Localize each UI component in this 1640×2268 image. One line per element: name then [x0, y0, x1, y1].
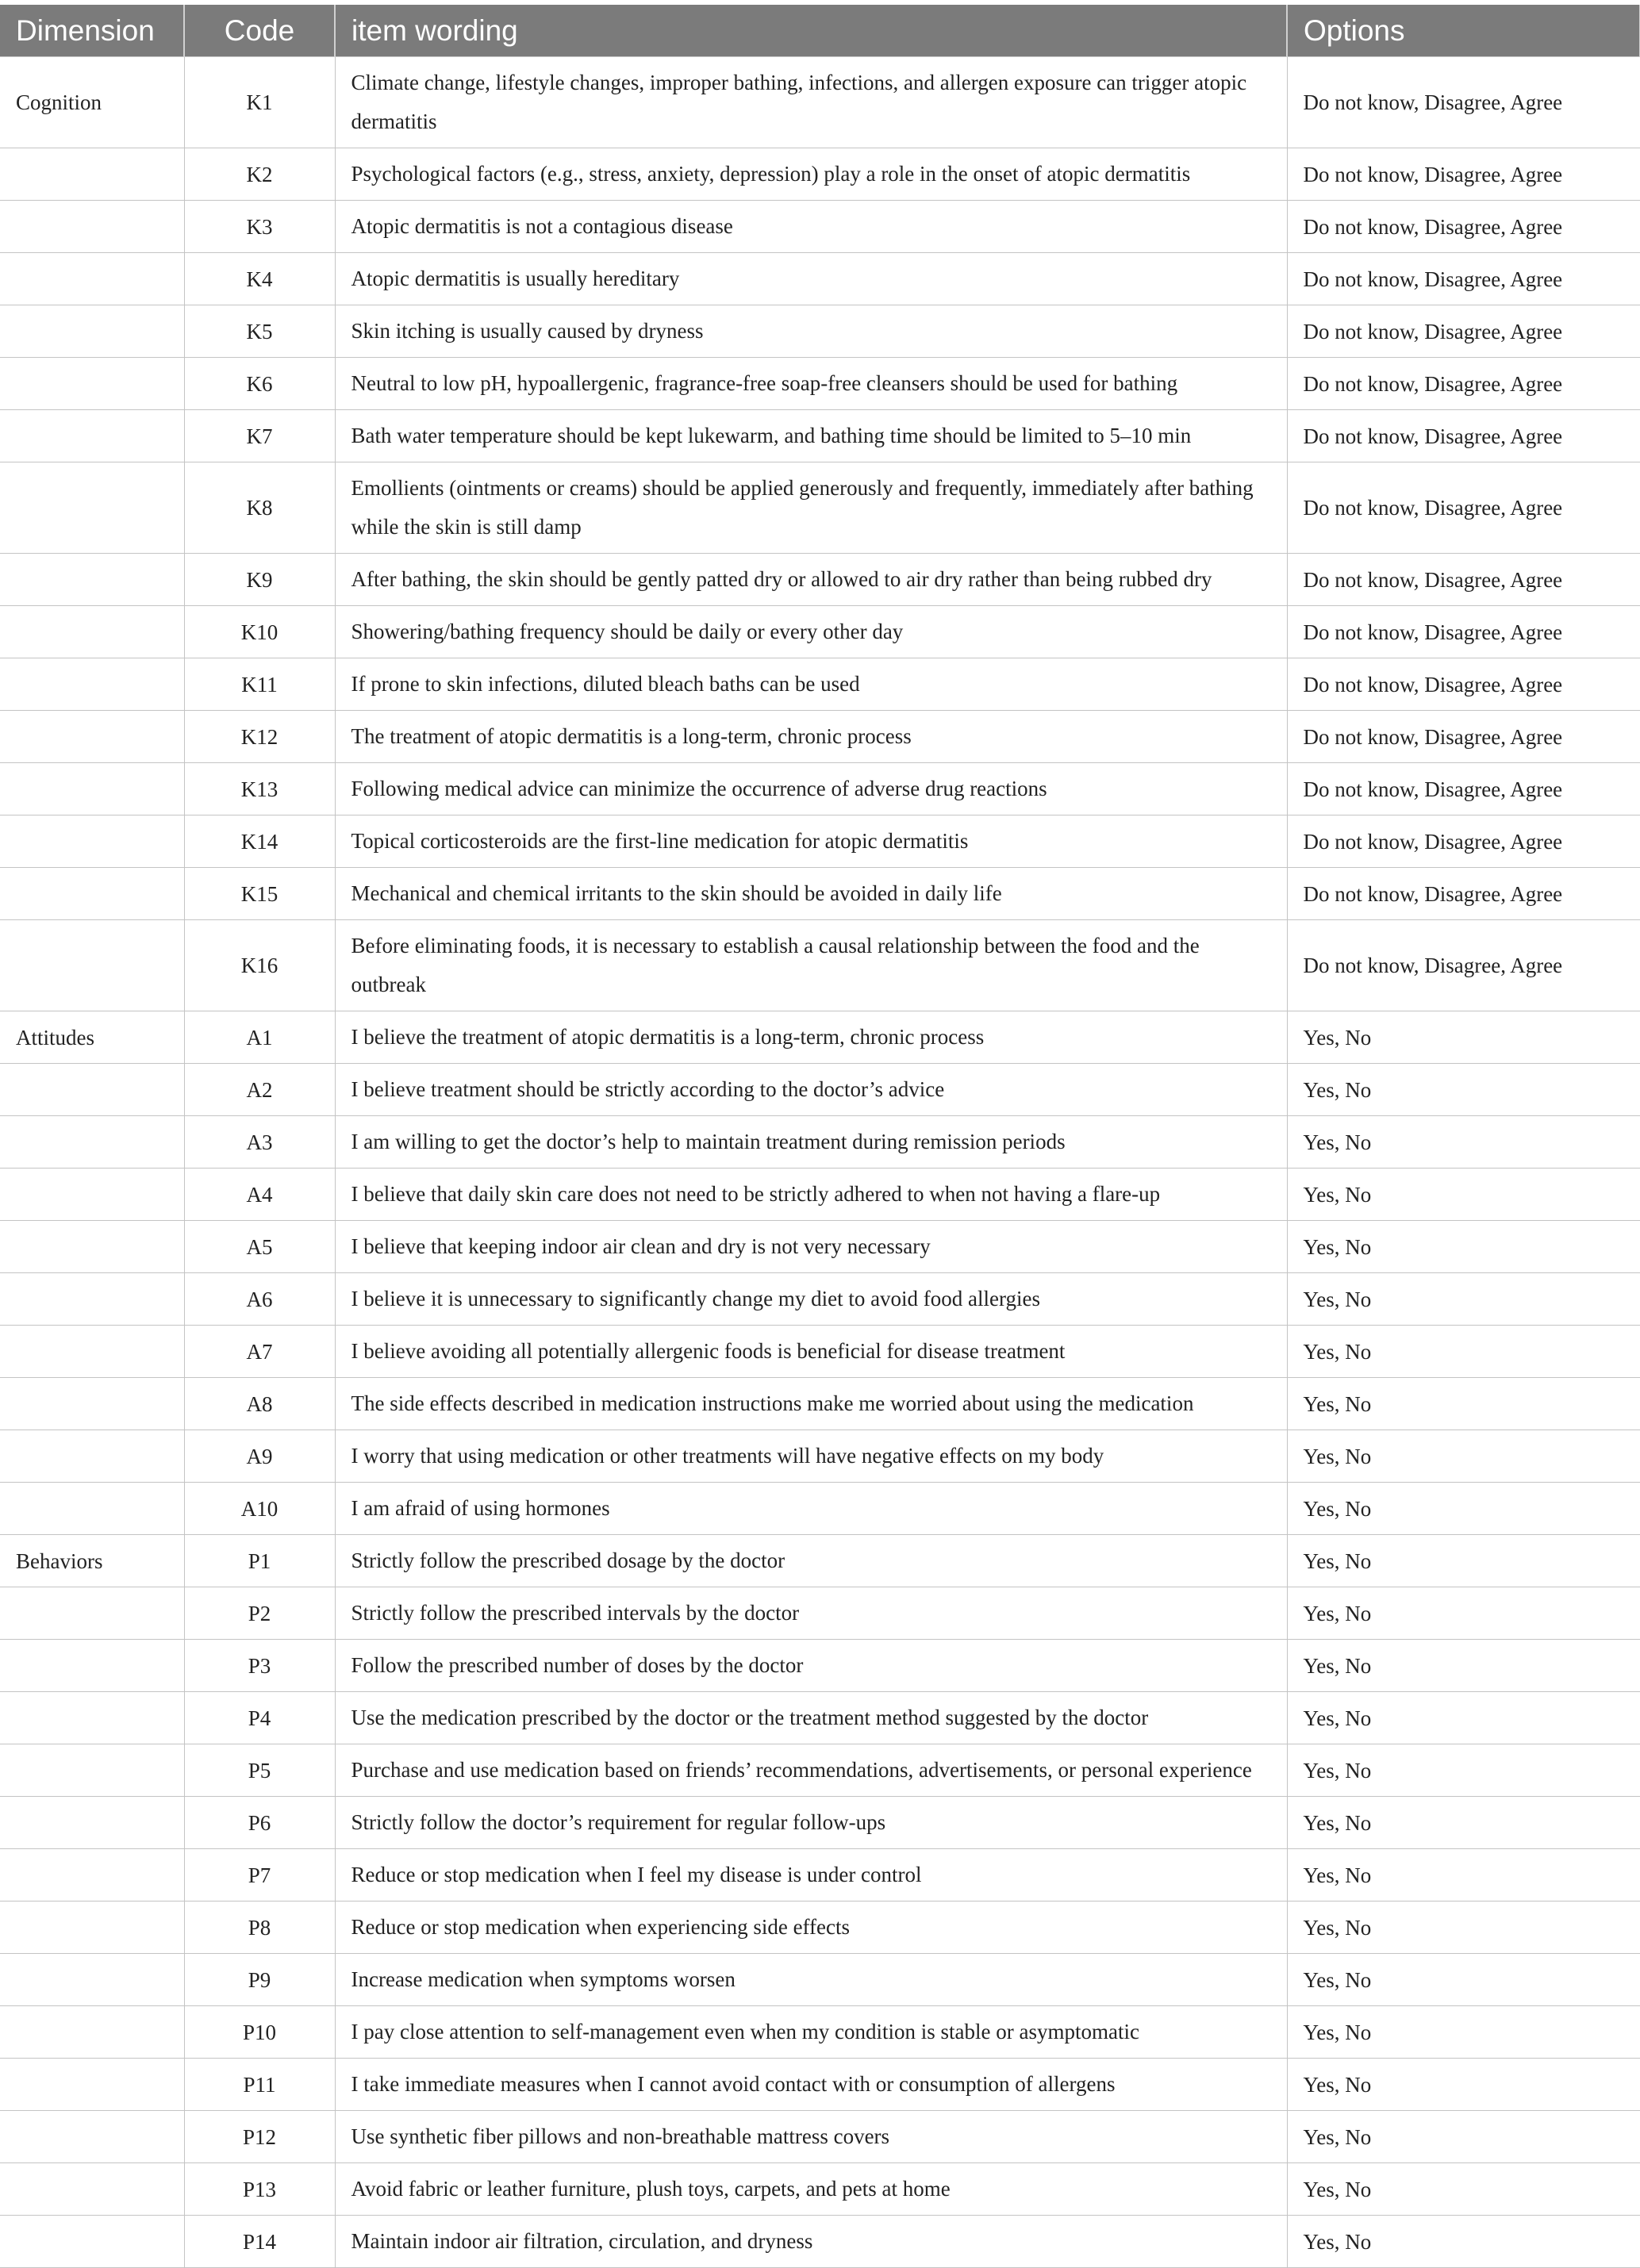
- cell-code: P8: [184, 1902, 335, 1954]
- cell-dimension: [0, 2163, 184, 2216]
- cell-item-wording: Avoid fabric or leather furniture, plush toys, carpets, and pets at home: [335, 2163, 1287, 2216]
- cell-item-wording: Strictly follow the prescribed dosage by the doctor: [335, 1535, 1287, 1587]
- cell-options: Yes, No: [1287, 1430, 1640, 1483]
- table-row: [0, 606, 1640, 658]
- cell-code: K13: [184, 763, 335, 815]
- cell-code: K14: [184, 815, 335, 868]
- cell-options: Do not know, Disagree, Agree: [1287, 358, 1640, 410]
- cell-code: K2: [184, 148, 335, 201]
- cell-dimension: [0, 1169, 184, 1221]
- cell-dimension: [0, 920, 184, 1011]
- cell-options: Yes, No: [1287, 1744, 1640, 1797]
- cell-item-wording: The treatment of atopic dermatitis is a long-term, chronic process: [335, 711, 1287, 763]
- cell-item-wording: I believe it is unnecessary to significantly change my diet to avoid food allergies: [335, 1273, 1287, 1326]
- cell-code: A4: [184, 1169, 335, 1221]
- cell-dimension: [0, 1116, 184, 1169]
- cell-dimension: [0, 1326, 184, 1378]
- table-row: [0, 1116, 1640, 1169]
- cell-code: K9: [184, 554, 335, 606]
- table-row: [0, 2111, 1640, 2163]
- cell-options: Do not know, Disagree, Agree: [1287, 815, 1640, 868]
- table-row: [0, 2059, 1640, 2111]
- cell-code: K8: [184, 462, 335, 554]
- cell-item-wording: If prone to skin infections, diluted bleach baths can be used: [335, 658, 1287, 711]
- cell-item-wording: I believe the treatment of atopic dermatitis is a long-term, chronic process: [335, 1011, 1287, 1064]
- table-row: [0, 1221, 1640, 1273]
- cell-options: Do not know, Disagree, Agree: [1287, 711, 1640, 763]
- cell-dimension: [0, 868, 184, 920]
- cell-options: Yes, No: [1287, 1116, 1640, 1169]
- table-row: [0, 2006, 1640, 2059]
- cell-dimension: [0, 253, 184, 305]
- cell-code: P1: [184, 1535, 335, 1587]
- table-row: [0, 1378, 1640, 1430]
- table-row: [0, 410, 1640, 462]
- cell-item-wording: I am willing to get the doctor’s help to maintain treatment during remission periods: [335, 1116, 1287, 1169]
- cell-dimension: [0, 1744, 184, 1797]
- cell-code: A1: [184, 1011, 335, 1064]
- table-row: [0, 1849, 1640, 1902]
- cell-options: Yes, No: [1287, 1849, 1640, 1902]
- cell-options: Yes, No: [1287, 1064, 1640, 1116]
- cell-item-wording: I pay close attention to self-management even when my condition is stable or asymptomatic: [335, 2006, 1287, 2059]
- header-dimension: Dimension: [0, 5, 184, 57]
- table-row: [0, 1535, 1640, 1587]
- cell-item-wording: Neutral to low pH, hypoallergenic, fragrance-free soap-free cleansers should be used for bathing: [335, 358, 1287, 410]
- cell-code: P11: [184, 2059, 335, 2111]
- table-header: [0, 5, 1640, 57]
- cell-code: K11: [184, 658, 335, 711]
- table-row: [0, 815, 1640, 868]
- cell-item-wording: Showering/bathing frequency should be daily or every other day: [335, 606, 1287, 658]
- header-item-wording: item wording: [335, 5, 1287, 57]
- cell-options: Yes, No: [1287, 1640, 1640, 1692]
- cell-options: Yes, No: [1287, 1954, 1640, 2006]
- cell-item-wording: Reduce or stop medication when I feel my disease is under control: [335, 1849, 1287, 1902]
- table-row: [0, 57, 1640, 148]
- cell-code: A3: [184, 1116, 335, 1169]
- cell-options: Do not know, Disagree, Agree: [1287, 868, 1640, 920]
- cell-item-wording: Use the medication prescribed by the doctor or the treatment method suggested by the doctor: [335, 1692, 1287, 1744]
- table-row: [0, 1797, 1640, 1849]
- cell-code: A6: [184, 1273, 335, 1326]
- cell-item-wording: I worry that using medication or other treatments will have negative effects on my body: [335, 1430, 1287, 1483]
- cell-code: K10: [184, 606, 335, 658]
- cell-options: Yes, No: [1287, 1221, 1640, 1273]
- table-row: [0, 711, 1640, 763]
- cell-dimension: [0, 658, 184, 711]
- cell-options: Yes, No: [1287, 1378, 1640, 1430]
- cell-item-wording: Maintain indoor air filtration, circulation, and dryness: [335, 2216, 1287, 2268]
- cell-item-wording: Before eliminating foods, it is necessary to establish a causal relationship between the food and the outbreak: [335, 920, 1287, 1011]
- cell-options: Yes, No: [1287, 1692, 1640, 1744]
- cell-dimension: [0, 1587, 184, 1640]
- cell-options: Yes, No: [1287, 1587, 1640, 1640]
- cell-code: P4: [184, 1692, 335, 1744]
- table-row: [0, 201, 1640, 253]
- table-row: [0, 1064, 1640, 1116]
- cell-dimension: [0, 1064, 184, 1116]
- cell-dimension: [0, 711, 184, 763]
- cell-item-wording: Increase medication when symptoms worsen: [335, 1954, 1287, 2006]
- cell-item-wording: Climate change, lifestyle changes, improper bathing, infections, and allergen exposure can trigger atopic dermatitis: [335, 57, 1287, 148]
- cell-options: Yes, No: [1287, 1011, 1640, 1064]
- cell-options: Do not know, Disagree, Agree: [1287, 658, 1640, 711]
- cell-item-wording: Skin itching is usually caused by dryness: [335, 305, 1287, 358]
- cell-item-wording: I take immediate measures when I cannot avoid contact with or consumption of allergens: [335, 2059, 1287, 2111]
- cell-code: K4: [184, 253, 335, 305]
- cell-options: Do not know, Disagree, Agree: [1287, 410, 1640, 462]
- questionnaire-table: [0, 5, 1640, 2268]
- cell-code: P9: [184, 1954, 335, 2006]
- cell-code: P12: [184, 2111, 335, 2163]
- table-row: [0, 1954, 1640, 2006]
- cell-options: Do not know, Disagree, Agree: [1287, 201, 1640, 253]
- table-row: [0, 305, 1640, 358]
- table-row: [0, 2216, 1640, 2268]
- table-row: [0, 2163, 1640, 2216]
- cell-options: Do not know, Disagree, Agree: [1287, 606, 1640, 658]
- table-row: [0, 763, 1640, 815]
- cell-code: P14: [184, 2216, 335, 2268]
- table-row: [0, 658, 1640, 711]
- cell-dimension: Behaviors: [0, 1535, 184, 1587]
- cell-dimension: [0, 554, 184, 606]
- cell-item-wording: Atopic dermatitis is usually hereditary: [335, 253, 1287, 305]
- cell-code: K6: [184, 358, 335, 410]
- cell-item-wording: Following medical advice can minimize the occurrence of adverse drug reactions: [335, 763, 1287, 815]
- table-row: [0, 1692, 1640, 1744]
- cell-options: Do not know, Disagree, Agree: [1287, 554, 1640, 606]
- cell-item-wording: Follow the prescribed number of doses by the doctor: [335, 1640, 1287, 1692]
- cell-code: P10: [184, 2006, 335, 2059]
- cell-item-wording: I believe that daily skin care does not need to be strictly adhered to when not having a flare-up: [335, 1169, 1287, 1221]
- cell-dimension: [0, 1640, 184, 1692]
- table-row: [0, 358, 1640, 410]
- cell-options: Yes, No: [1287, 2059, 1640, 2111]
- header-options: Options: [1287, 5, 1640, 57]
- cell-code: K3: [184, 201, 335, 253]
- table-row: [0, 1483, 1640, 1535]
- cell-code: A10: [184, 1483, 335, 1535]
- cell-item-wording: Reduce or stop medication when experiencing side effects: [335, 1902, 1287, 1954]
- cell-dimension: [0, 763, 184, 815]
- cell-dimension: [0, 1902, 184, 1954]
- cell-item-wording: Mechanical and chemical irritants to the skin should be avoided in daily life: [335, 868, 1287, 920]
- cell-dimension: [0, 815, 184, 868]
- cell-code: A9: [184, 1430, 335, 1483]
- cell-dimension: [0, 1273, 184, 1326]
- table-row: [0, 1169, 1640, 1221]
- cell-item-wording: Strictly follow the prescribed intervals by the doctor: [335, 1587, 1287, 1640]
- table-row: [0, 868, 1640, 920]
- table-row: [0, 1587, 1640, 1640]
- cell-dimension: [0, 1483, 184, 1535]
- cell-dimension: [0, 1954, 184, 2006]
- table-row: [0, 148, 1640, 201]
- cell-dimension: [0, 305, 184, 358]
- table-row: [0, 1273, 1640, 1326]
- table-row: [0, 1430, 1640, 1483]
- cell-options: Do not know, Disagree, Agree: [1287, 920, 1640, 1011]
- cell-options: Do not know, Disagree, Agree: [1287, 462, 1640, 554]
- cell-dimension: Attitudes: [0, 1011, 184, 1064]
- cell-options: Do not know, Disagree, Agree: [1287, 305, 1640, 358]
- cell-options: Yes, No: [1287, 1797, 1640, 1849]
- cell-code: P13: [184, 2163, 335, 2216]
- cell-dimension: [0, 2111, 184, 2163]
- table-row: [0, 554, 1640, 606]
- cell-code: P6: [184, 1797, 335, 1849]
- table-row: [0, 920, 1640, 1011]
- cell-dimension: [0, 1221, 184, 1273]
- cell-item-wording: I believe that keeping indoor air clean and dry is not very necessary: [335, 1221, 1287, 1273]
- cell-dimension: [0, 358, 184, 410]
- cell-code: K16: [184, 920, 335, 1011]
- cell-code: P5: [184, 1744, 335, 1797]
- cell-options: Do not know, Disagree, Agree: [1287, 148, 1640, 201]
- table-row: [0, 1326, 1640, 1378]
- cell-item-wording: Purchase and use medication based on friends’ recommendations, advertisements, or personal experience: [335, 1744, 1287, 1797]
- cell-dimension: [0, 2216, 184, 2268]
- cell-options: Do not know, Disagree, Agree: [1287, 57, 1640, 148]
- cell-dimension: [0, 2006, 184, 2059]
- cell-item-wording: I believe avoiding all potentially allergenic foods is beneficial for disease treatment: [335, 1326, 1287, 1378]
- cell-code: A5: [184, 1221, 335, 1273]
- cell-dimension: [0, 1378, 184, 1430]
- cell-options: Yes, No: [1287, 2163, 1640, 2216]
- cell-options: Do not know, Disagree, Agree: [1287, 253, 1640, 305]
- table-row: [0, 1902, 1640, 1954]
- cell-item-wording: The side effects described in medication instructions make me worried about using the medication: [335, 1378, 1287, 1430]
- cell-item-wording: I am afraid of using hormones: [335, 1483, 1287, 1535]
- cell-options: Yes, No: [1287, 2006, 1640, 2059]
- cell-item-wording: Atopic dermatitis is not a contagious disease: [335, 201, 1287, 253]
- cell-dimension: [0, 1430, 184, 1483]
- cell-item-wording: After bathing, the skin should be gently patted dry or allowed to air dry rather than being rubbed dry: [335, 554, 1287, 606]
- cell-item-wording: Strictly follow the doctor’s requirement for regular follow-ups: [335, 1797, 1287, 1849]
- cell-dimension: [0, 1692, 184, 1744]
- cell-options: Yes, No: [1287, 1483, 1640, 1535]
- cell-code: K15: [184, 868, 335, 920]
- cell-code: A2: [184, 1064, 335, 1116]
- cell-dimension: [0, 606, 184, 658]
- cell-options: Yes, No: [1287, 1273, 1640, 1326]
- cell-dimension: [0, 148, 184, 201]
- table-row: [0, 462, 1640, 554]
- cell-item-wording: Psychological factors (e.g., stress, anxiety, depression) play a role in the onset of atopic dermatitis: [335, 148, 1287, 201]
- cell-options: Yes, No: [1287, 1169, 1640, 1221]
- cell-dimension: [0, 2059, 184, 2111]
- cell-dimension: [0, 462, 184, 554]
- table-body: [0, 57, 1640, 2268]
- header-row: [0, 5, 1640, 57]
- cell-code: A8: [184, 1378, 335, 1430]
- cell-options: Yes, No: [1287, 2111, 1640, 2163]
- cell-code: K1: [184, 57, 335, 148]
- cell-item-wording: Use synthetic fiber pillows and non-breathable mattress covers: [335, 2111, 1287, 2163]
- cell-dimension: [0, 1849, 184, 1902]
- cell-options: Yes, No: [1287, 1902, 1640, 1954]
- table-row: [0, 1011, 1640, 1064]
- cell-item-wording: I believe treatment should be strictly according to the doctor’s advice: [335, 1064, 1287, 1116]
- table-row: [0, 253, 1640, 305]
- cell-dimension: Cognition: [0, 57, 184, 148]
- cell-code: P3: [184, 1640, 335, 1692]
- table-row: [0, 1640, 1640, 1692]
- cell-code: K12: [184, 711, 335, 763]
- cell-code: P7: [184, 1849, 335, 1902]
- cell-options: Yes, No: [1287, 1326, 1640, 1378]
- cell-options: Do not know, Disagree, Agree: [1287, 763, 1640, 815]
- table-row: [0, 1744, 1640, 1797]
- cell-dimension: [0, 1797, 184, 1849]
- cell-item-wording: Emollients (ointments or creams) should be applied generously and frequently, immediately after bathing while the skin is still damp: [335, 462, 1287, 554]
- header-code: Code: [184, 5, 335, 57]
- cell-item-wording: Bath water temperature should be kept lukewarm, and bathing time should be limited to 5–10 min: [335, 410, 1287, 462]
- cell-code: K7: [184, 410, 335, 462]
- cell-dimension: [0, 410, 184, 462]
- cell-code: P2: [184, 1587, 335, 1640]
- cell-code: A7: [184, 1326, 335, 1378]
- cell-item-wording: Topical corticosteroids are the first-line medication for atopic dermatitis: [335, 815, 1287, 868]
- cell-dimension: [0, 201, 184, 253]
- cell-options: Yes, No: [1287, 1535, 1640, 1587]
- cell-code: K5: [184, 305, 335, 358]
- cell-options: Yes, No: [1287, 2216, 1640, 2268]
